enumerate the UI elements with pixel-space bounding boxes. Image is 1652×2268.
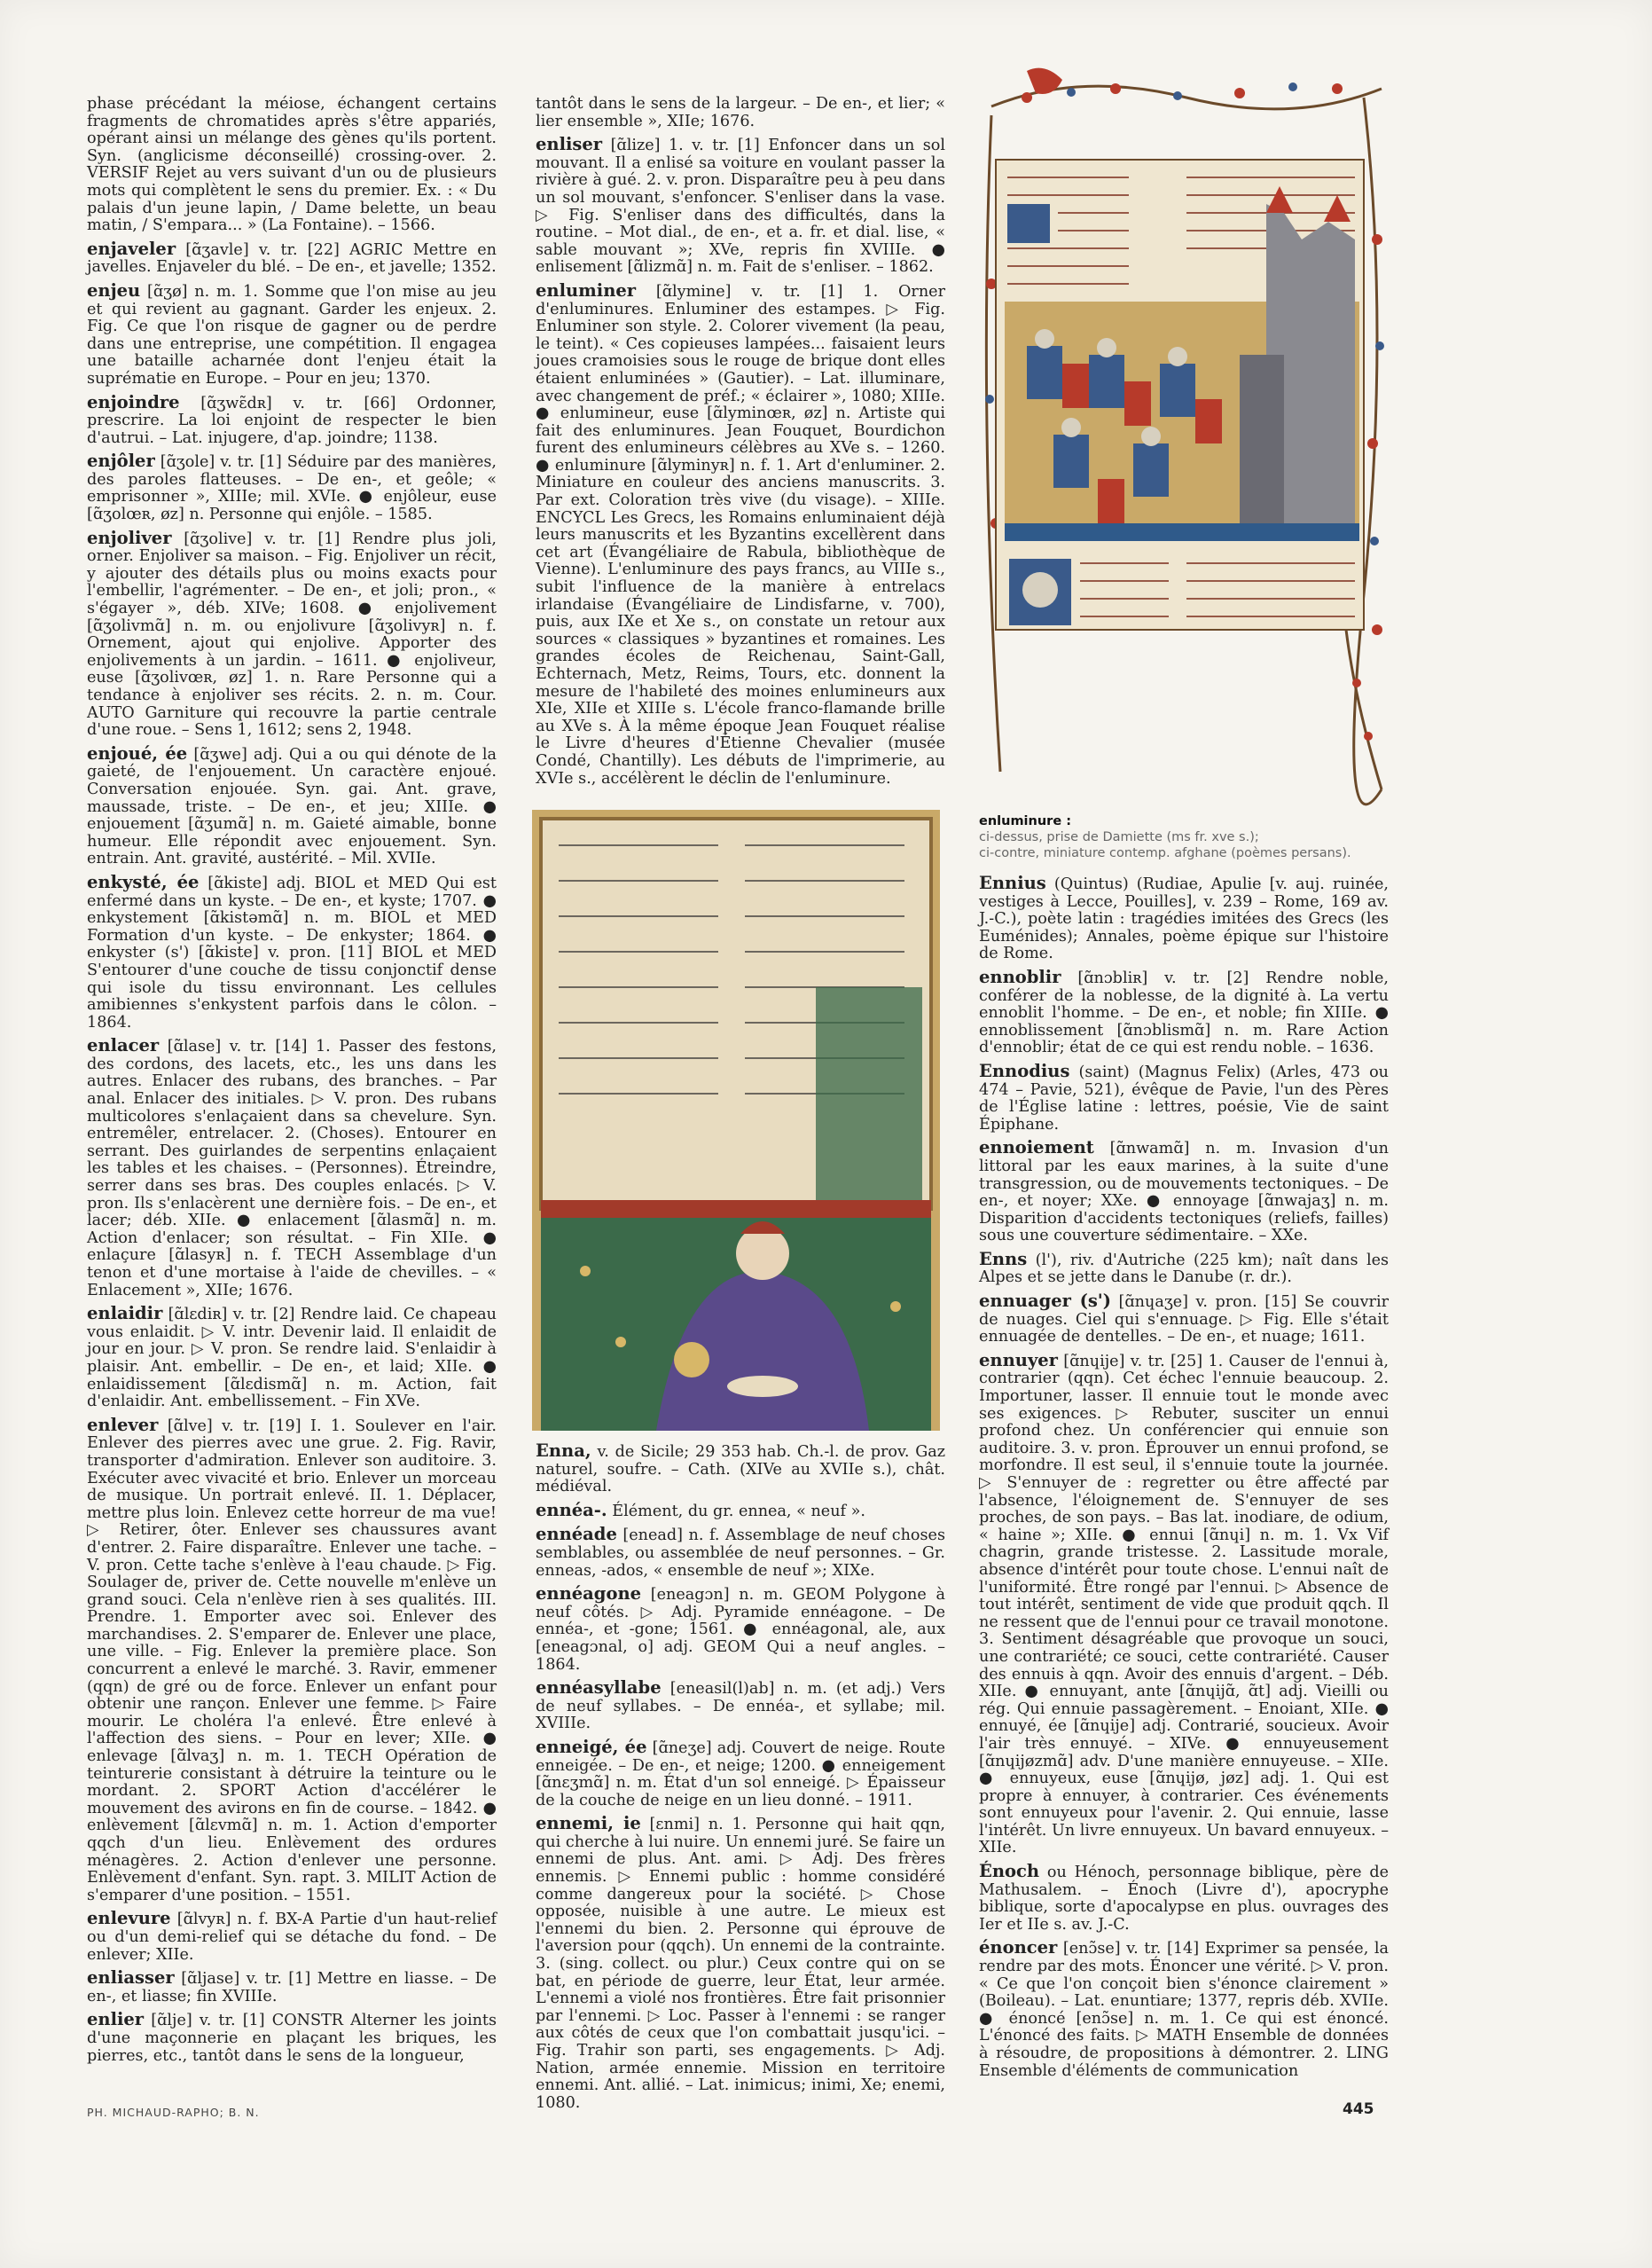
dictionary-entry bbox=[979, 1863, 1389, 1934]
dictionary-entry bbox=[979, 1060, 1390, 1134]
entry-definition: (saint) (Magnus Felix) (Arles, 473 ou 474 – Pavie, 521), évêque de Pavie, l'un des Pères de l'Église latine : lettres, poésie, Vie de saint Épiphane. bbox=[979, 1063, 1390, 1134]
entry-headword: ennéade bbox=[536, 1524, 617, 1545]
dictionary-entry bbox=[87, 1414, 497, 1905]
entry-headword: ennoiement bbox=[979, 1137, 1094, 1158]
entry-headword: enlacer bbox=[87, 1035, 160, 1056]
dictionary-entry bbox=[979, 966, 1390, 1057]
entry-definition: [ɑ̃ʒwe] adj. Qui a ou qui dénote de la gaieté, de l'enjouement. Un caractère enjoué. Conversation enjouée. Syn. gai. Ant. grave, maussade, triste. – De en-, et jeu; XIIIe. ● enjouement [ɑ̃ʒumɑ̃] n. m. Gaieté aimable, bonne humeur. Elle répondit avec enjouement. Syn. entrain. Ant. gravité, austérité. – Mil. XVIIe. bbox=[87, 745, 497, 868]
dictionary-entry bbox=[979, 1292, 1389, 1346]
dictionary-entry bbox=[979, 875, 1389, 963]
entry-definition: [ɑ̃neʒe] adj. Couvert de neige. Route enneigée. – De en-, et neige; 1200. ● enneigement [ɑ̃nɛʒmɑ̃] n. m. État d'un sol enneigé. ▷ Épaisseur de la couche de neige en un lieu donné. – 1911. bbox=[536, 1738, 945, 1809]
medieval-miniature-image bbox=[974, 62, 1390, 807]
entry-definition: [enead] n. f. Assemblage de neuf choses semblables, ou assemblée de neuf personnes. – Gr. enneas, -ados, « ensemble de neuf »; XIXe. bbox=[536, 1526, 945, 1580]
entry-headword: enlaidir bbox=[87, 1303, 163, 1324]
column-middle-lower bbox=[536, 1442, 945, 2117]
entry-definition: [ɑ̃nwamɑ̃] n. m. Invasion d'un littoral par les eaux marines, à la suite d'une transgression, ou de mouvements tectoniques. – De en-, et noyer; XXe. ● ennoyage [ɑ̃nwajaʒ] n. m. Disparition d'accidents tectoniques (reliefs, failles) sous une couverture sédimentaire. – XXe. bbox=[979, 1140, 1390, 1245]
dictionary-entry bbox=[87, 279, 497, 388]
entry-headword: ennoblir bbox=[979, 966, 1061, 987]
photo-credit: PH. MICHAUD-RAPHO; B. N. bbox=[87, 2106, 260, 2119]
persian-miniature-illustration bbox=[532, 810, 940, 1431]
medieval-miniature-illustration bbox=[974, 62, 1390, 807]
dictionary-entry bbox=[536, 1738, 945, 1809]
dictionary-entry bbox=[87, 871, 497, 1032]
entry-definition: [eneagɔn] n. m. GEOM Polygone à neuf côtés. ▷ Adj. Pyramide ennéagone. – De ennéa-, et -gone; 1561. ● ennéagonal, ale, aux [eneagɔnal, o] adj. GEOM Qui a neuf angles. – 1864. bbox=[536, 1586, 945, 1674]
entry-definition: [ɑ̃lje] v. tr. [1] CONSTR Alterner les joints d'une maçonnerie en plaçant les briques, les pierres, etc., tantôt dans le sens de la longueur, bbox=[87, 2012, 497, 2065]
entry-definition: phase précédant la méiose, échangent certains fragments de chromatides après s'être appariés, opérant ainsi un mélange des gènes qu'ils portent. Syn. (anglicisme déconseillé) crossing-over. 2. VERSIF Rejet au vers suivant d'un ou de plusieurs mots qui complètent le sens du premier. Ex. : « Du palais d'un jeune lapin, / Dame belette, un beau matin, / S'empara... » (La Fontaine). – 1566. bbox=[87, 95, 497, 235]
entry-definition: [ɑ̃lymine] v. tr. [1] 1. Orner d'enluminures. Enluminer des estampes. ▷ Fig. Enluminer son style. 2. Colorer vivement (la peau, le teint). « Ces copieuses lampées... faisaient leurs joues cramoisies sous le rouge de brique dont elles étaient enluminées » (Gautier). – Lat. illuminare, avec changement de préf.; « éclairer », 1080; XIIIe. ● enlumineur, euse [ɑ̃lyminœʀ, øz] n. Artiste qui fait des enluminures. Jean Fouquet, Bourdichon furent des enlumineurs célèbres au XVe s. – 1260. ● enluminure [ɑ̃lyminyʀ] n. f. 1. Art d'enluminer. 2. Miniature en couleur des anciens manuscrits. 3. Par ext. Coloration très vive (du visage). – XIIIe. ENCYCL Les Grecs, les Romains enluminaient déjà leurs manuscrits et les Byzantins excellèrent dans cet art (Évangéliaire de Rabula, bibliothèque de Vienne). L'enluminure des pays francs, au VIIIe s., subit l'influence de la manière à entrelacs irlandaise (Évangéliaire de Lindisfarne, v. 700), puis, aux IXe et Xe s., on constate un retour aux sources « classiques » byzantines et romaines. Les grandes écoles de Reichenau, Saint-Gall, Echternach, Metz, Reims, Tours, etc. donnent la mesure de l'habileté des moines enlumineurs aux XIe, XIIe et XIIIe s. L'école franco-flamande brille au XVe s. À la même époque Jean Fouquet réalise le Livre d'heures d'Étienne Chevalier (musée Condé, Chantilly). Les débuts de l'imprimerie, au XVIe s., accélèrent le déclin de l'enluminure. bbox=[536, 282, 945, 788]
entry-headword: ennuager (s') bbox=[979, 1291, 1112, 1312]
entry-definition: [ɑ̃ljase] v. tr. [1] Mettre en liasse. – De en-, et liasse; fin XVIIIe. bbox=[87, 1970, 497, 2005]
entry-headword: enliser bbox=[536, 134, 603, 155]
dictionary-entry bbox=[536, 1442, 945, 1496]
entry-headword: enlier bbox=[87, 2009, 145, 2030]
entry-headword: enlevure bbox=[87, 1908, 171, 1929]
dictionary-entry bbox=[536, 136, 945, 277]
dictionary-entry bbox=[87, 742, 497, 868]
entry-definition: [ɛnmi] n. 1. Personne qui hait qqn, qui cherche à lui nuire. Un ennemi juré. Se faire un ennemi de plus. Ant. ami. ▷ Adj. Des frères ennemis. ▷ Ennemi public : homme considéré comme dangereux pour la société. ▷ Chose opposée, nuisible à une autre. Le mieux est l'ennemi du bien. 2. Personne qui éprouve de l'aversion pour (qqch). Un ennemi de la contrainte. 3. (sing. collect. ou plur.) Ceux contre qui on se bat, en période de guerre, leur État, leur armée. L'ennemi a violé nos frontières. Être fait prisonnier par l'ennemi. ▷ Loc. Passer à l'ennemi : se ranger aux côtés de ceux que l'on combattait jusqu'ici. – Fig. Trahir son parti, ses engagements. ▷ Adj. Nation, armée ennemie. Mission en territoire ennemi. Ant. allié. – Lat. inimicus; inimi, Xe; enemi, 1080. bbox=[536, 1816, 945, 2112]
dictionary-entry bbox=[87, 527, 497, 740]
entry-headword: enliasser bbox=[87, 1967, 175, 1989]
dictionary-entry bbox=[536, 1815, 945, 2112]
entry-headword: enlever bbox=[87, 1414, 159, 1435]
column-middle bbox=[536, 96, 945, 793]
entry-definition: [eneasil(l)ab] n. m. (et adj.) Vers de neuf syllabes. – De ennéa-, et syllabe; mil. XVIIIe. bbox=[536, 1680, 946, 1733]
dictionary-entry bbox=[536, 279, 945, 788]
entry-definition: ou Hénoch, personnage biblique, père de Mathusalem. – Énoch (Livre d'), apocryphe biblique, sorte d'apocalypse en plus. ouvrages des Ier et IIe s. av. J.-C. bbox=[979, 1864, 1389, 1934]
entry-headword: enjeu bbox=[87, 279, 141, 301]
entry-definition: Élément, du gr. ennea, « neuf ». bbox=[612, 1502, 866, 1520]
entry-headword: énoncer bbox=[979, 1937, 1058, 1958]
entry-definition: [ɑ̃lase] v. tr. [14] 1. Passer des festons, des cordons, des lacets, etc., les uns dans les autres. Enlacer des rubans, des branches. – Par anal. Enlacer des initiales. ▷ V. pron. Des rubans multicolores s'enlaçaient dans sa chevelure. Syn. entremêler, entrelacer. 2. (Choses). Entourer en serrant. Des guirlandes de serpentins enlaçaient les tables et les chaises. – (Personnes). Étreindre, serrer dans ses bras. Des couples enlacés. ▷ V. pron. Ils s'enlacèrent une dernière fois. – De en-, et lacer; déb. XIIe. ● enlacement [ɑ̃lasmɑ̃] n. m. Action d'enlacer; son résultat. – Fin XIIe. ● enlaçure [ɑ̃lasyʀ] n. f. TECH Assemblage d'un tenon et d'une mortaise à l'aide de chevilles. – « Enlacement », XIIe; 1676. bbox=[87, 1038, 497, 1299]
entry-definition: [ɑ̃ʒolive] v. tr. [1] Rendre plus joli, orner. Enjoliver sa maison. – Fig. Enjoliver un récit, y ajouter des détails plus ou moins exacts pour l'embellir, l'agrémenter. – De en-, et joli; pron., « s'égayer », déb. XIVe; 1608. ● enjolivement [ɑ̃ʒolivmɑ̃] n. m. ou enjolivure [ɑ̃ʒolivyʀ] n. f. Ornement, ajout qui enjolive. Apporter des enjolivements à un jardin. – 1611. ● enjoliveur, euse [ɑ̃ʒolivœʀ, øz] 1. n. Rare Personne qui a tendance à enjoliver ses récits. 2. n. m. Cour. AUTO Garniture qui recouvre la partie centrale d'une roue. – Sens 1, 1612; sens 2, 1948. bbox=[87, 530, 497, 740]
dictionary-entry bbox=[979, 1139, 1389, 1245]
entry-definition: [ɑ̃lvyʀ] n. f. BX-A Partie d'un haut-relief ou d'un demi-relief qui se détache du fond. – De enlever; XIIe. bbox=[87, 1911, 497, 1964]
entry-headword: ennéagone bbox=[536, 1583, 642, 1605]
entry-headword: enjoliver bbox=[87, 527, 172, 548]
entry-headword: Enns bbox=[979, 1248, 1028, 1269]
entry-definition: (Quintus) (Rudiae, Apulie [v. auj. ruinée, vestiges à Lecce, Pouilles], v. 239 – Rome, 169 av. J.-C.), poète latin : tragédies imitées des Grecs (les Euménides); Annales, poème épique sur l'histoire de Rome. bbox=[979, 875, 1389, 963]
column-left bbox=[87, 96, 497, 2070]
dictionary-entry bbox=[979, 1939, 1389, 2080]
entry-definition: [ɑ̃nɥije] v. tr. [25] 1. Causer de l'ennui à, contrarier (qqn). Cet échec l'ennuie beaucoup. 2. Importuner, lasser. Il ennuie tout le monde avec ses exigences. ▷ Rebuter, susciter un ennui profond chez. Un conférencier qui ennuie son auditoire. 3. v. pron. Éprouver un ennui profond, se morfondre. Il est seul, il s'ennuie toute la journée. ▷ S'ennuyer de : regretter ou être affecté par l'absence, l'éloignement de. S'ennuyer de ses proches, de son pays. – Bas lat. inodiare, de odium, « haine »; XIIe. ● ennui [ɑ̃nɥi] n. m. 1. Vx Vif chagrin, grande tristesse. 2. Lassitude morale, absence d'intérêt pour toute chose. L'ennui naît de l'uniformité. Être rongé par l'ennui. ▷ Absence de tout intérêt, sentiment de vide que produit qqch. Il ne ressent que de l'ennui pour ce travail monotone. 3. Sentiment désagréable que provoque un souci, une contrariété; ce souci, cette contrariété. Causer des ennuis à qqn. Avoir des ennuis d'argent. – Déb. XIIe. ● ennuyant, ante [ɑ̃nɥijɑ̃, ɑ̃t] adj. Vieilli ou rég. Qui ennuie passagèrement. – Enoiant, XIIe. ● ennuyé, ée [ɑ̃nɥije] adj. Contrarié, soucieux. Avoir l'air très ennuyé. – XIVe. ● ennuyeusement [ɑ̃nɥijøzmɑ̃] adv. D'une manière ennuyeuse. – XIIe. ● ennuyeux, euse [ɑ̃nɥijø, jøz] adj. 1. Qui est propre à ennuyer, à contrarier. Ces événements sont ennuyeux pour l'avenir. 2. Qui ennuie, lasse l'intérêt. Un livre ennuyeux. Un bavard ennuyeux. – XIIe. bbox=[979, 1352, 1389, 1857]
entry-definition: [ɑ̃ʒole] v. tr. [1] Séduire par des manières, des paroles flatteuses. – De en-, et geôle; « emprisonner », XIIIe; mil. XVIe. ● enjôleur, euse [ɑ̃ʒolœʀ, øz] n. Personne qui enjôle. – 1585. bbox=[87, 453, 497, 524]
dictionary-entry bbox=[536, 1585, 945, 1674]
dictionary-entry bbox=[536, 96, 945, 130]
dictionary-entry bbox=[536, 1526, 945, 1580]
dictionary-entry bbox=[87, 96, 497, 235]
entry-headword: ennéa-. bbox=[536, 1499, 607, 1520]
dictionary-entry bbox=[87, 1969, 497, 2005]
entry-definition: [enɔ̃se] v. tr. [14] Exprimer sa pensée, la rendre par des mots. Énoncer une vérité. ▷ V. pron. « Ce que l'on conçoit bien s'énonce clairement » (Boileau). – Lat. enuntiare; 1377, repris déb. XVIIe. ● énoncé [enɔ̃se] n. m. 1. Ce qui est énoncé. L'énoncé des faits. ▷ MATH Ensemble de données à résoudre, de propositions à démontrer. 2. LING Ensemble d'éléments de communication bbox=[979, 1940, 1389, 2080]
entry-definition: [ɑ̃ʒø] n. m. 1. Somme que l'on mise au jeu et qui revient au gagnant. Garder les enjeux. 2. Fig. Ce que l'on risque de gagner ou de perdre dans une entreprise, une compétition. Il engagea une bataille acharnée dont l'enjeu était la suprématie en Europe. – Pour en jeu; 1370. bbox=[87, 282, 497, 388]
entry-headword: enkysté, ée bbox=[87, 871, 200, 892]
entry-headword: ennuyer bbox=[979, 1349, 1058, 1370]
page-number: 445 bbox=[1343, 2100, 1374, 2118]
entry-headword: Enna, bbox=[536, 1440, 591, 1461]
entry-headword: enluminer bbox=[536, 279, 637, 301]
caption-line-1: ci-dessus, prise de Damiette (ms fr. xve s.); bbox=[979, 830, 1259, 844]
entry-definition: [ɑ̃lɛdiʀ] v. tr. [2] Rendre laid. Ce chapeau vous enlaidit. ▷ V. intr. Devenir laid. Il enlaidit de jour en jour. ▷ V. pron. Se rendre laid. S'enlaidir à plaisir. Ant. embellir. – De en-, et laid; XIIe. ● enlaidissement [ɑ̃lɛdismɑ̃] n. m. Action, fait d'enlaidir. Ant. embellissement. – Fin XVe. bbox=[87, 1306, 497, 1411]
dictionary-entry bbox=[536, 1679, 945, 1733]
dictionary-entry bbox=[979, 1349, 1389, 1857]
entry-definition: [ɑ̃nɥaʒe] v. pron. [15] Se couvrir de nuages. Ciel qui s'ennuage. ▷ Fig. Elle s'était ennuagée de dentelles. – De en-, et nuage; 1611. bbox=[979, 1293, 1390, 1346]
entry-definition: [ɑ̃kiste] adj. BIOL et MED Qui est enfermé dans un kyste. – De en-, et kyste; 1707. ● enkystement [ɑ̃kistəmɑ̃] n. m. BIOL et MED Formation d'un kyste. – De enkyster; 1864. ● enkyster (s') [ɑ̃kiste] v. pron. [11] BIOL et MED S'entourer d'une couche de tissu conjonctif dense qui isole du tissu environnant. Les cellules amibiennes s'enkystent parfois dans le côlon. – 1864. bbox=[87, 874, 497, 1032]
entry-headword: ennéasyllabe bbox=[536, 1677, 662, 1699]
dictionary-entry bbox=[87, 1305, 497, 1411]
entry-headword: Ennius bbox=[979, 873, 1046, 893]
persian-miniature-image bbox=[532, 810, 940, 1431]
entry-headword: enjôler bbox=[87, 451, 155, 472]
dictionary-entry bbox=[87, 240, 497, 277]
illustration-caption bbox=[979, 813, 1396, 861]
dictionary-entry bbox=[87, 1037, 497, 1299]
entry-definition: [ɑ̃ʒavle] v. tr. [22] AGRIC Mettre en javelles. Enjaveler du blé. – De en-, et javelle; 1352. bbox=[87, 240, 497, 277]
caption-title: enluminure : bbox=[979, 814, 1072, 828]
entry-headword: Ennodius bbox=[979, 1060, 1070, 1081]
dictionary-entry bbox=[536, 1499, 945, 1521]
entry-headword: enneigé, ée bbox=[536, 1736, 647, 1757]
entry-definition: [ɑ̃lize] 1. v. tr. [1] Enfoncer dans un sol mouvant. Il a enlisé sa voiture en voulant passer la rivière à gué. 2. v. pron. Disparaître peu à peu dans un sol mouvant, s'enfoncer. S'enliser dans la vase. ▷ Fig. S'enliser dans des difficultés, dans la routine. – Mot dial., de en-, et a. fr. et dial. lise, « sable mouvant »; XVe, repris fin XVIIIe. ● enlisement [ɑ̃lizmɑ̃] n. m. Fait de s'enliser. – 1862. bbox=[536, 137, 946, 277]
entry-headword: enjaveler bbox=[87, 238, 176, 259]
entry-definition: [ɑ̃lve] v. tr. [19] I. 1. Soulever en l'air. Enlever des pierres avec une grue. 2. Fig. Ravir, transporter d'admiration. Enlever son auditoire. 3. Exécuter avec vivacité et brio. Enlever un morceau de musique. Un portrait enlevé. II. 1. Déplacer, mettre plus loin. Enlevez cette horreur de ma vue! ▷ Retirer, ôter. Enlever ses chaussures avant d'entrer. 2. Faire disparaître. Enlever une tache. – V. pron. Cette tache s'enlève à l'eau chaude. ▷ Fig. Soulager de, priver de. Cette nouvelle m'enlève un grand souci. Cela n'enlève rien à ses qualités. III. Prendre. 1. Emporter avec soi. Enlever des marchandises. 2. S'emparer de. Enlever une place, une ville. – Fig. Enlever la première place. Son concurrent a enlevé le marché. 3. Ravir, emmener (qqn) de gré ou de force. Enlever un enfant pour obtenir une rançon. Enlever une femme. ▷ Faire mourir. Le choléra l'a enlevé. Être enlevé à l'affection des siens. – Pour en lever; XIIe. ● enlevage [ɑ̃lvaʒ] n. m. 1. TECH Opération de teinturerie consistant à détruire la teinture ou le mordant. 2. SPORT Action d'accélérer le mouvement des avirons en fin de course. – 1842. ● enlèvement [ɑ̃lɛvmɑ̃] n. m. 1. Action d'emporter qqch d'un lieu. Enlèvement des ordures ménagères. 2. Action d'enlever une personne. Enlèvement d'enfant. Syn. rapt. 3. MILIT Action de s'emparer d'une position. – 1551. bbox=[87, 1417, 497, 1904]
dictionary-entry bbox=[979, 1248, 1390, 1287]
entry-definition: v. de Sicile; 29 353 hab. Ch.-l. de prov. Gaz naturel, soufre. – Cath. (XIVe au XVIIe s.), chât. médiéval. bbox=[536, 1443, 946, 1496]
entry-definition: (l'), riv. d'Autriche (225 km); naît dans les Alpes et se jette dans le Danube (r. dr.). bbox=[979, 1251, 1390, 1287]
entry-definition: [ɑ̃ʒwɛ̃dʀ] v. tr. [66] Ordonner, prescrire. La loi enjoint de respecter le bien d'autrui. – Lat. injugere, d'ap. joindre; 1138. bbox=[87, 394, 497, 447]
column-right bbox=[979, 875, 1389, 2085]
entry-headword: Énoch bbox=[979, 1861, 1040, 1882]
dictionary-entry bbox=[87, 1910, 497, 1964]
caption-line-2: ci-contre, miniature contemp. afghane (poèmes persans). bbox=[979, 846, 1351, 860]
dictionary-entry bbox=[87, 452, 497, 523]
dictionary-entry bbox=[87, 2011, 497, 2065]
entry-definition: [ɑ̃nɔbliʀ] v. tr. [2] Rendre noble, conférer de la noblesse, de la dignité à. La vertu ennoblit l'homme. – De en-, et noble; fin XIIIe. ● ennoblissement [ɑ̃nɔblismɑ̃] n. m. Rare Action d'ennoblir; état de ce qui est rendu noble. – 1636. bbox=[979, 969, 1390, 1057]
entry-headword: enjoué, ée bbox=[87, 742, 188, 764]
entry-definition: tantôt dans le sens de la largeur. – De en-, et lier; « lier ensemble », XIIe; 1676. bbox=[536, 95, 945, 130]
entry-headword: ennemi, ie bbox=[536, 1813, 641, 1834]
entry-headword: enjoindre bbox=[87, 391, 180, 412]
dictionary-entry bbox=[87, 391, 497, 448]
